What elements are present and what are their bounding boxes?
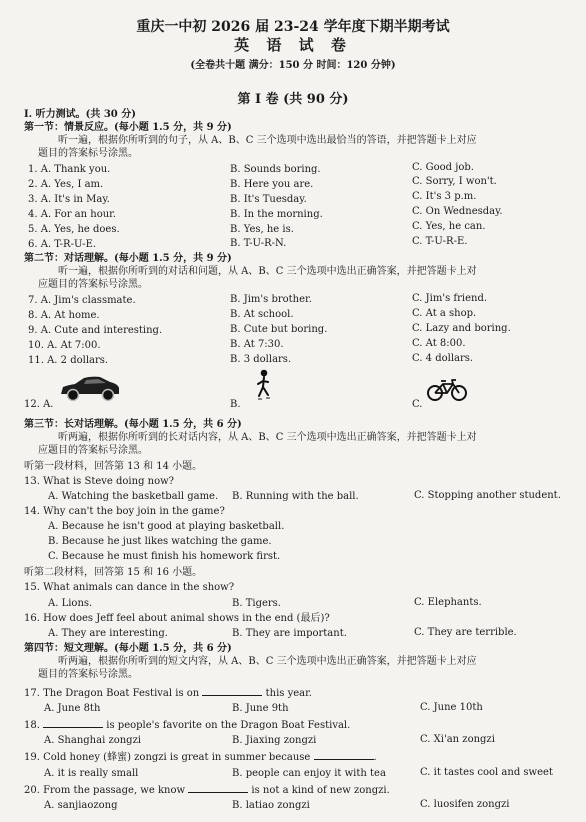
q3-option-b: B. It's Tuesday. <box>230 194 307 205</box>
q14-stem: 14. Why can't the boy join in the game? <box>24 506 225 517</box>
q4-option-b: B. In the morning. <box>230 209 323 220</box>
q15-option-b: B. Tigers. <box>232 598 281 609</box>
q6-option-b: B. T-U-R-N. <box>230 238 287 249</box>
q2-option-b: B. Here you are. <box>230 179 314 190</box>
q19-stem <box>24 750 377 764</box>
q16-option-a: A. They are interesting. <box>48 628 168 639</box>
q3-option-c: C. It's 3 p.m. <box>412 191 477 202</box>
q13-stem: 13. What is Steve doing now? <box>24 476 175 487</box>
q7-option-c: C. Jim's friend. <box>412 293 488 304</box>
q14-option-c: C. Because he must finish his homework first. <box>48 551 281 562</box>
q11-option-c: C. 4 dollars. <box>412 353 474 364</box>
sec4-heading: 第四节：短文理解。(每小题 1.5 分，共 6 分) <box>24 643 232 654</box>
q18-option-a: A. Shanghai zongzi <box>44 735 142 746</box>
q19-option-c: C. it tastes cool and sweet <box>420 767 553 778</box>
q13-option-c: C. Stopping another student. <box>414 490 561 501</box>
sec4-instruction-cont: 题目的答案标号涂黑。 <box>38 669 138 680</box>
q18-blank <box>43 718 103 728</box>
q11-option-a: 11. A. 2 dollars. <box>28 355 109 366</box>
bicycle-icon <box>426 378 468 402</box>
q14-option-b: B. Because he just likes watching the game. <box>48 536 272 547</box>
q15-option-c: C. Elephants. <box>414 597 482 608</box>
q9-option-a: 9. A. Cute and interesting. <box>28 325 163 336</box>
q17-option-c: C. June 10th <box>420 702 483 713</box>
sec3-material1: 听第一段材料，回答第 13 和 14 小题。 <box>24 461 203 472</box>
q16-stem: 16. How does Jeff feel about animal shows in the end (最后)? <box>24 613 330 624</box>
sec3-heading: 第三节：长对话理解。(每小题 1.5 分，共 6 分) <box>24 419 242 430</box>
q17-blank <box>202 686 262 696</box>
q6-option-a: 6. A. T-R-U-E. <box>28 239 97 250</box>
q7-option-b: B. Jim's brother. <box>230 294 312 305</box>
sec1-instruction: 听一遍，根据你所听到的句子，从 A、B、C 三个选项中选出最恰当的答语，并把答题卡上对应 <box>58 135 477 146</box>
q15-stem: 15. What animals can dance in the show? <box>24 582 235 593</box>
q12-option-b: B. <box>230 399 241 410</box>
q17-stem-end: this year. <box>265 688 312 699</box>
q16-option-c: C. They are terrible. <box>414 627 517 638</box>
walking-person-icon <box>252 368 276 404</box>
q9-option-b: B. Cute but boring. <box>230 324 328 335</box>
q8-option-c: C. At a shop. <box>412 308 477 319</box>
sec3-instruction-cont: 应题目的答案标号涂黑。 <box>38 445 148 456</box>
sec1-instruction-cont: 题目的答案标号涂黑。 <box>38 148 138 159</box>
q10-option-c: C. At 8:00. <box>412 338 466 349</box>
q20-stem <box>24 783 390 797</box>
q9-option-c: C. Lazy and boring. <box>412 323 511 334</box>
q20-blank <box>188 783 248 793</box>
exam-title: 重庆一中初 2026 届 23-24 学年度下期半期考试 <box>136 19 450 35</box>
q2-option-c: C. Sorry, I won't. <box>412 176 497 187</box>
q18-option-b: B. Jiaxing zongzi <box>232 735 317 746</box>
q16-option-b: B. They are important. <box>232 628 347 639</box>
sec1-heading: 第一节：情景反应。(每小题 1.5 分，共 9 分) <box>24 122 232 133</box>
sec2-instruction-cont: 应题目的答案标号涂黑。 <box>38 279 148 290</box>
q17-option-b: B. June 9th <box>232 703 289 714</box>
q8-option-a: 8. A. At home. <box>28 310 100 321</box>
q10-option-b: B. At 7:30. <box>230 339 284 350</box>
q2-option-a: 2. A. Yes, I am. <box>28 179 104 190</box>
sec3-instruction: 听两遍，根据你所听到的长对话内容，从 A、B、C 三个选项中选出正确答案，并把答题卡上对 <box>58 432 477 443</box>
sec3-material2: 听第二段材料，回答第 15 和 16 小题。 <box>24 567 203 578</box>
volume-heading: 第 I 卷 (共 90 分) <box>237 92 349 107</box>
q1-option-b: B. Sounds boring. <box>230 164 321 175</box>
q5-option-b: B. Yes, he is. <box>230 224 294 235</box>
q12-option-a: 12. A. <box>24 399 54 410</box>
q14-option-a: A. Because he isn't good at playing basketball. <box>48 521 285 532</box>
q15-option-a: A. Lions. <box>48 598 93 609</box>
q18-stem-end: is people's favorite on the Dragon Boat Festival. <box>106 720 351 731</box>
q20-option-c: C. luosifen zongzi <box>420 799 510 810</box>
q18-option-c: C. Xi'an zongzi <box>420 734 495 745</box>
q8-option-b: B. At school. <box>230 309 294 320</box>
q19-option-b: B. people can enjoy it with tea <box>232 768 386 779</box>
exam-subtitle: 英 语 试 卷 <box>234 36 352 54</box>
q11-option-b: B. 3 dollars. <box>230 354 292 365</box>
q1-option-c: C. Good job. <box>412 162 474 173</box>
part1-heading: I. 听力测试。(共 30 分) <box>24 109 136 120</box>
q4-option-c: C. On Wednesday. <box>412 206 503 217</box>
sec4-instruction: 听两遍，根据你所听到的短文内容，从 A、B、C 三个选项中选出正确答案，并把答题卡上对应 <box>58 656 477 667</box>
q7-option-a: 7. A. Jim's classmate. <box>28 295 136 306</box>
q17-stem <box>24 686 312 700</box>
exam-info: (全卷共十题 满分：150 分 时间：120 分钟) <box>190 60 396 71</box>
q20-stem-end: is not a kind of new zongzi. <box>251 785 390 796</box>
q12-option-c: C. <box>412 399 423 410</box>
q19-stem-end: . <box>373 752 377 763</box>
q20-option-b: B. latiao zongzi <box>232 800 310 811</box>
q5-option-c: C. Yes, he can. <box>412 221 486 232</box>
car-icon <box>58 374 122 404</box>
q20-stem-start: 20. From the passage, we know <box>24 785 186 796</box>
q19-option-a: A. it is really small <box>44 768 139 779</box>
sec2-heading: 第二节：对话理解。(每小题 1.5 分，共 9 分) <box>24 253 232 264</box>
q20-option-a: A. sanjiaozong <box>44 800 118 811</box>
sec2-instruction: 听一遍，根据你所听到的对话和问题，从 A、B、C 三个选项中选出正确答案，并把答题卡上对 <box>58 266 477 277</box>
q4-option-a: 4. A. For an hour. <box>28 209 117 220</box>
q17-stem-start: 17. The Dragon Boat Festival is on <box>24 688 200 699</box>
q17-option-a: A. June 8th <box>44 703 101 714</box>
q19-stem-start: 19. Cold honey (蜂蜜) zongzi is great in summer because <box>24 752 311 763</box>
q6-option-c: C. T-U-R-E. <box>412 236 468 247</box>
q5-option-a: 5. A. Yes, he does. <box>28 224 120 235</box>
q19-blank <box>314 750 374 760</box>
q3-option-a: 3. A. It's in May. <box>28 194 110 205</box>
q18-stem <box>24 718 350 732</box>
q18-stem-start: 18. <box>24 720 40 731</box>
q10-option-a: 10. A. At 7:00. <box>28 340 101 351</box>
q13-option-a: A. Watching the basketball game. <box>48 491 219 502</box>
q1-option-a: 1. A. Thank you. <box>28 164 111 175</box>
q13-option-b: B. Running with the ball. <box>232 491 359 502</box>
